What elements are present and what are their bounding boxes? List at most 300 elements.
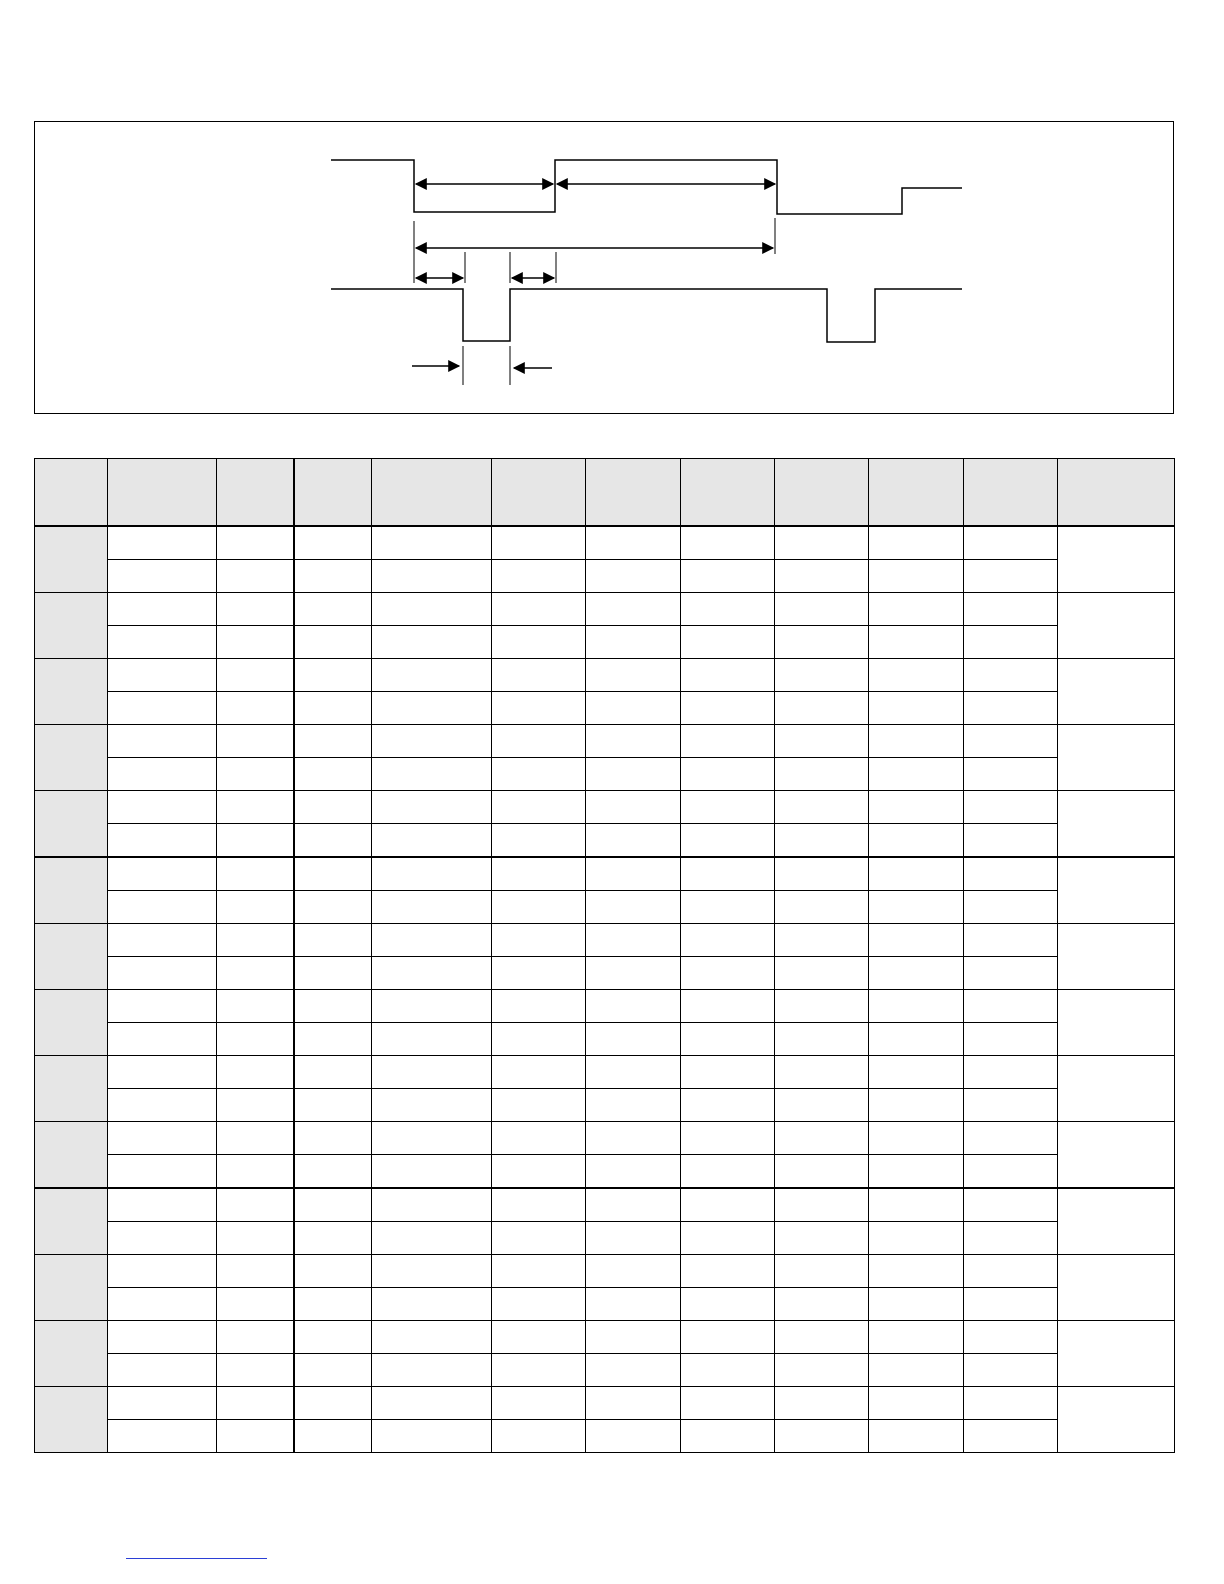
table-cell — [217, 791, 294, 824]
table-cell — [372, 1420, 492, 1453]
table-cell — [294, 857, 372, 891]
table-cell — [217, 957, 294, 990]
column-header — [964, 459, 1058, 527]
table-cell — [108, 526, 217, 560]
table-cell — [492, 560, 586, 593]
table-cell — [586, 593, 681, 626]
table-row — [35, 891, 1175, 924]
table-cell — [681, 791, 775, 824]
table-cell — [294, 593, 372, 626]
table-cell — [108, 1321, 217, 1354]
table-cell — [964, 560, 1058, 593]
table-cell — [775, 1056, 869, 1089]
table-cell — [372, 791, 492, 824]
table-cell — [108, 791, 217, 824]
table-cell — [372, 824, 492, 858]
group-summary-cell — [1058, 924, 1175, 990]
table-cell — [775, 1155, 869, 1189]
table-cell — [217, 1089, 294, 1122]
table-cell — [869, 725, 964, 758]
table-cell — [586, 1288, 681, 1321]
table-row — [35, 1222, 1175, 1255]
table-cell — [492, 1122, 586, 1155]
table-cell — [964, 1222, 1058, 1255]
table-cell — [775, 1222, 869, 1255]
table-cell — [492, 526, 586, 560]
table-cell — [492, 924, 586, 957]
table-cell — [586, 659, 681, 692]
table-cell — [108, 824, 217, 858]
table-cell — [964, 1056, 1058, 1089]
table-cell — [775, 659, 869, 692]
table-cell — [294, 692, 372, 725]
table-cell — [217, 1056, 294, 1089]
table-row — [35, 1387, 1175, 1420]
table-cell — [372, 560, 492, 593]
table-cell — [681, 924, 775, 957]
table-cell — [586, 824, 681, 858]
table-cell — [775, 957, 869, 990]
table-cell — [964, 758, 1058, 791]
table-cell — [681, 1321, 775, 1354]
waveform-bottom — [331, 289, 962, 342]
table-cell — [372, 1155, 492, 1189]
table-cell — [586, 1222, 681, 1255]
table-cell — [586, 957, 681, 990]
table-cell — [964, 1354, 1058, 1387]
table-cell — [108, 1089, 217, 1122]
table-cell — [217, 1288, 294, 1321]
table-cell — [217, 593, 294, 626]
group-summary-cell — [1058, 857, 1175, 924]
table-cell — [294, 1387, 372, 1420]
table-cell — [217, 1255, 294, 1288]
table-cell — [108, 1255, 217, 1288]
table-cell — [372, 692, 492, 725]
table-cell — [775, 758, 869, 791]
column-header — [108, 459, 217, 527]
table-cell — [294, 1188, 372, 1222]
table-cell — [681, 1354, 775, 1387]
table-cell — [869, 891, 964, 924]
table-cell — [372, 924, 492, 957]
table-cell — [108, 1420, 217, 1453]
table-cell — [964, 1420, 1058, 1453]
table-row — [35, 1122, 1175, 1155]
table-cell — [492, 1288, 586, 1321]
table-cell — [775, 593, 869, 626]
table-cell — [964, 924, 1058, 957]
group-summary-cell — [1058, 659, 1175, 725]
table-cell — [681, 824, 775, 858]
table-cell — [681, 957, 775, 990]
timing-diagram — [34, 121, 1174, 414]
table-cell — [869, 1122, 964, 1155]
group-label-cell — [35, 990, 108, 1056]
table-cell — [492, 990, 586, 1023]
group-summary-cell — [1058, 725, 1175, 791]
table-cell — [294, 891, 372, 924]
table-cell — [964, 526, 1058, 560]
table-cell — [869, 1420, 964, 1453]
table-cell — [372, 1122, 492, 1155]
table-cell — [492, 824, 586, 858]
table-cell — [492, 1056, 586, 1089]
table-cell — [869, 1023, 964, 1056]
table-cell — [964, 857, 1058, 891]
table-cell — [492, 1420, 586, 1453]
table-cell — [586, 1354, 681, 1387]
table-cell — [869, 1255, 964, 1288]
group-summary-cell — [1058, 593, 1175, 659]
table-cell — [217, 924, 294, 957]
table-cell — [108, 1288, 217, 1321]
table-cell — [681, 692, 775, 725]
table-cell — [372, 1288, 492, 1321]
table-cell — [294, 957, 372, 990]
table-cell — [869, 791, 964, 824]
table-row — [35, 526, 1175, 560]
table-cell — [775, 1122, 869, 1155]
table-cell — [108, 891, 217, 924]
table-cell — [108, 1155, 217, 1189]
table-cell — [681, 758, 775, 791]
table-cell — [964, 990, 1058, 1023]
group-label-cell — [35, 593, 108, 659]
table-cell — [217, 626, 294, 659]
table-cell — [964, 593, 1058, 626]
table-cell — [775, 990, 869, 1023]
table-cell — [869, 560, 964, 593]
waveform-top — [331, 160, 962, 214]
table-cell — [869, 924, 964, 957]
table-row — [35, 1354, 1175, 1387]
table-cell — [217, 990, 294, 1023]
table-cell — [108, 560, 217, 593]
table-cell — [869, 990, 964, 1023]
table-cell — [492, 957, 586, 990]
table-row — [35, 1056, 1175, 1089]
table-cell — [586, 857, 681, 891]
table-cell — [294, 924, 372, 957]
table-cell — [681, 1387, 775, 1420]
table-cell — [586, 1155, 681, 1189]
column-header — [586, 459, 681, 527]
group-label-cell — [35, 1387, 108, 1453]
footer-link[interactable] — [126, 1558, 267, 1559]
table-row — [35, 626, 1175, 659]
table-cell — [492, 758, 586, 791]
table-cell — [775, 692, 869, 725]
table-cell — [681, 857, 775, 891]
table-cell — [964, 824, 1058, 858]
group-summary-cell — [1058, 1122, 1175, 1189]
table-cell — [492, 857, 586, 891]
column-header — [869, 459, 964, 527]
table-cell — [492, 891, 586, 924]
table-cell — [775, 1089, 869, 1122]
column-header — [372, 459, 492, 527]
table-row — [35, 857, 1175, 891]
table-cell — [775, 791, 869, 824]
table-row — [35, 957, 1175, 990]
table-cell — [372, 857, 492, 891]
table-cell — [217, 1420, 294, 1453]
column-header — [294, 459, 372, 527]
table-cell — [217, 526, 294, 560]
table-cell — [492, 593, 586, 626]
table-cell — [964, 725, 1058, 758]
group-label-cell — [35, 1188, 108, 1255]
group-summary-cell — [1058, 1188, 1175, 1255]
table-cell — [964, 891, 1058, 924]
table-cell — [681, 1056, 775, 1089]
column-header — [217, 459, 294, 527]
table-row — [35, 1420, 1175, 1453]
table-cell — [372, 626, 492, 659]
table-cell — [681, 1155, 775, 1189]
table-cell — [869, 626, 964, 659]
table-cell — [294, 1420, 372, 1453]
table-cell — [372, 1188, 492, 1222]
table-cell — [492, 1023, 586, 1056]
group-summary-cell — [1058, 1255, 1175, 1321]
table-cell — [108, 1387, 217, 1420]
table-cell — [681, 1420, 775, 1453]
table-cell — [108, 990, 217, 1023]
table-cell — [681, 1122, 775, 1155]
table-cell — [586, 791, 681, 824]
table-cell — [586, 1387, 681, 1420]
column-header — [1058, 459, 1175, 527]
timing-diagram-svg — [35, 122, 1175, 415]
table-cell — [586, 924, 681, 957]
table-cell — [586, 990, 681, 1023]
table-cell — [294, 1122, 372, 1155]
table-cell — [108, 1188, 217, 1222]
column-header — [775, 459, 869, 527]
table-cell — [294, 824, 372, 858]
table-cell — [294, 791, 372, 824]
table-cell — [964, 1023, 1058, 1056]
data-table — [34, 458, 1175, 1453]
table-cell — [492, 1321, 586, 1354]
table-cell — [294, 1321, 372, 1354]
table-cell — [869, 659, 964, 692]
table-cell — [217, 1155, 294, 1189]
table-row — [35, 560, 1175, 593]
table-cell — [492, 791, 586, 824]
table-cell — [294, 1288, 372, 1321]
table-cell — [681, 1222, 775, 1255]
table-row — [35, 924, 1175, 957]
table-cell — [294, 1255, 372, 1288]
table-cell — [492, 692, 586, 725]
table-cell — [586, 1188, 681, 1222]
group-summary-cell — [1058, 1321, 1175, 1387]
table-row — [35, 990, 1175, 1023]
table-cell — [586, 1321, 681, 1354]
table-cell — [869, 526, 964, 560]
table-cell — [681, 526, 775, 560]
table-cell — [108, 857, 217, 891]
table-cell — [294, 990, 372, 1023]
table-cell — [681, 1023, 775, 1056]
table-cell — [775, 891, 869, 924]
table-cell — [869, 1056, 964, 1089]
table-cell — [108, 692, 217, 725]
table-cell — [217, 725, 294, 758]
table-cell — [775, 1023, 869, 1056]
table-row — [35, 1288, 1175, 1321]
table-cell — [775, 526, 869, 560]
table-row — [35, 1188, 1175, 1222]
table-cell — [217, 1387, 294, 1420]
table-cell — [869, 1387, 964, 1420]
table-cell — [681, 891, 775, 924]
table-cell — [964, 626, 1058, 659]
table-cell — [217, 758, 294, 791]
table-cell — [775, 924, 869, 957]
table-cell — [294, 1023, 372, 1056]
table-cell — [372, 593, 492, 626]
table-cell — [586, 526, 681, 560]
group-summary-cell — [1058, 526, 1175, 593]
table-cell — [964, 659, 1058, 692]
table-cell — [869, 692, 964, 725]
group-summary-cell — [1058, 990, 1175, 1056]
group-label-cell — [35, 1056, 108, 1122]
table-cell — [869, 1188, 964, 1222]
table-cell — [586, 1255, 681, 1288]
table-cell — [681, 593, 775, 626]
table-cell — [492, 1089, 586, 1122]
group-label-cell — [35, 1122, 108, 1189]
table-body — [35, 526, 1175, 1453]
table-row — [35, 824, 1175, 858]
table-cell — [372, 891, 492, 924]
table-cell — [217, 560, 294, 593]
table-cell — [372, 659, 492, 692]
table-cell — [294, 1155, 372, 1189]
table-row — [35, 1255, 1175, 1288]
table-cell — [217, 659, 294, 692]
table-cell — [294, 659, 372, 692]
table-cell — [869, 857, 964, 891]
table-cell — [964, 692, 1058, 725]
table-cell — [681, 659, 775, 692]
group-summary-cell — [1058, 1387, 1175, 1453]
table-cell — [681, 725, 775, 758]
table-cell — [681, 1188, 775, 1222]
table-cell — [586, 692, 681, 725]
table-cell — [108, 758, 217, 791]
table-cell — [217, 824, 294, 858]
table-cell — [586, 891, 681, 924]
column-header — [681, 459, 775, 527]
table-cell — [217, 891, 294, 924]
table-cell — [681, 1089, 775, 1122]
column-header — [35, 459, 108, 527]
table-cell — [586, 560, 681, 593]
table-cell — [108, 593, 217, 626]
table-cell — [492, 659, 586, 692]
table-cell — [964, 1188, 1058, 1222]
table-cell — [492, 1387, 586, 1420]
table-cell — [775, 1387, 869, 1420]
table-cell — [775, 560, 869, 593]
table-cell — [964, 1288, 1058, 1321]
table-row — [35, 791, 1175, 824]
table-cell — [108, 924, 217, 957]
group-label-cell — [35, 924, 108, 990]
table-cell — [586, 1420, 681, 1453]
table-cell — [869, 1222, 964, 1255]
table-cell — [869, 1089, 964, 1122]
table-cell — [586, 725, 681, 758]
table-cell — [586, 1122, 681, 1155]
table-cell — [217, 1222, 294, 1255]
table-cell — [372, 1056, 492, 1089]
table-cell — [492, 1155, 586, 1189]
group-label-cell — [35, 725, 108, 791]
table-cell — [775, 725, 869, 758]
table-cell — [869, 1321, 964, 1354]
table-cell — [294, 626, 372, 659]
table-cell — [681, 1255, 775, 1288]
table-cell — [294, 1222, 372, 1255]
table-cell — [681, 1288, 775, 1321]
group-summary-cell — [1058, 1056, 1175, 1122]
table-cell — [372, 1089, 492, 1122]
table-cell — [964, 1155, 1058, 1189]
table-cell — [492, 1188, 586, 1222]
table-cell — [108, 1222, 217, 1255]
table-cell — [775, 1420, 869, 1453]
header-row — [35, 459, 1175, 527]
group-label-cell — [35, 791, 108, 858]
table-cell — [492, 1255, 586, 1288]
table-cell — [372, 526, 492, 560]
table-cell — [372, 990, 492, 1023]
table-cell — [681, 626, 775, 659]
table-cell — [372, 1023, 492, 1056]
table-row — [35, 1023, 1175, 1056]
group-label-cell — [35, 1321, 108, 1387]
table-cell — [869, 1354, 964, 1387]
table-cell — [492, 626, 586, 659]
group-label-cell — [35, 857, 108, 924]
table-cell — [775, 857, 869, 891]
table-cell — [108, 659, 217, 692]
table-cell — [964, 1255, 1058, 1288]
table-cell — [964, 1387, 1058, 1420]
table-cell — [372, 725, 492, 758]
table-cell — [294, 560, 372, 593]
table-cell — [869, 593, 964, 626]
table-row — [35, 725, 1175, 758]
table-cell — [294, 758, 372, 791]
table-cell — [964, 791, 1058, 824]
table-cell — [108, 725, 217, 758]
table-cell — [108, 1056, 217, 1089]
table-cell — [586, 1023, 681, 1056]
table-cell — [775, 824, 869, 858]
table-cell — [964, 1089, 1058, 1122]
table-cell — [869, 957, 964, 990]
table-row — [35, 758, 1175, 791]
table-cell — [964, 957, 1058, 990]
